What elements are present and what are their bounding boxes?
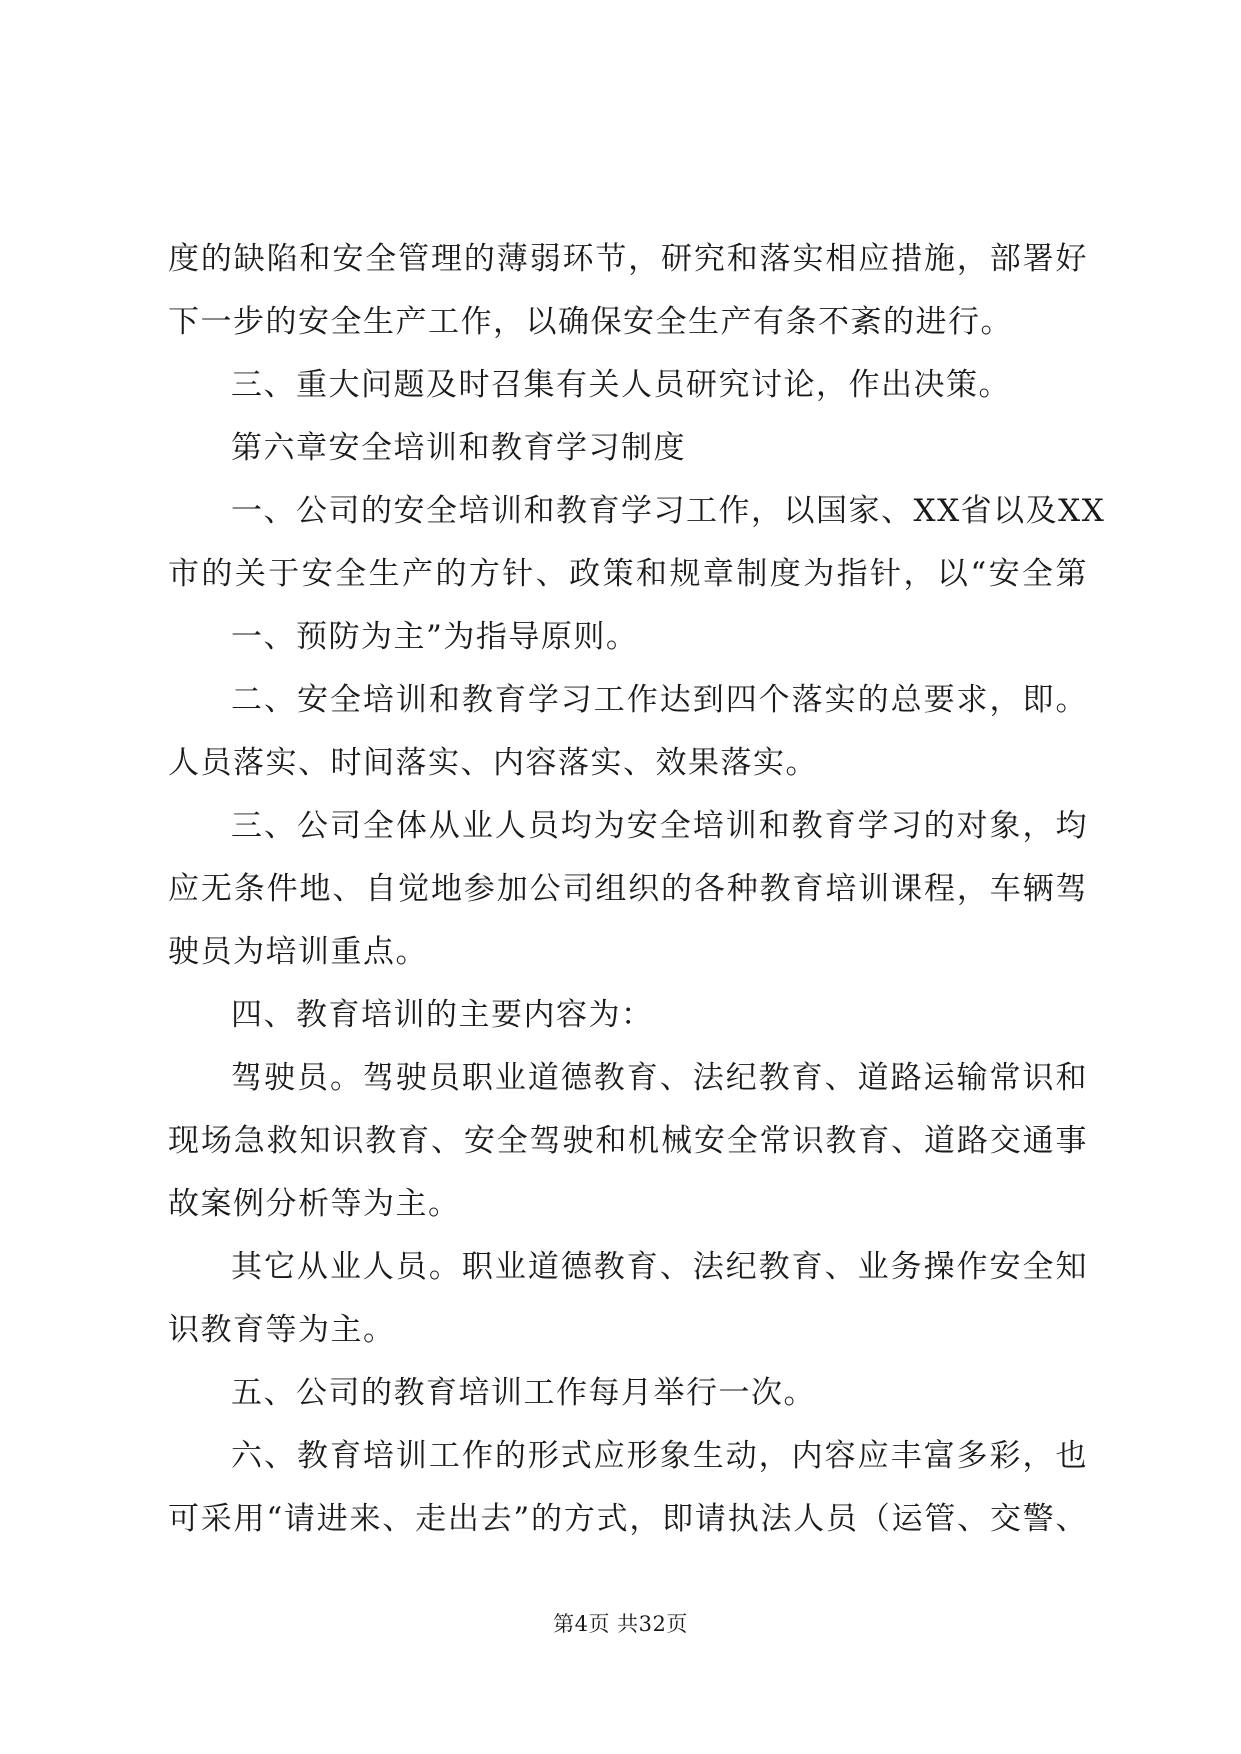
text-line: 故案例分析等为主。 <box>168 1186 461 1222</box>
page-number-footer: 第4页 共32页 <box>553 1612 688 1636</box>
text-line: 应无条件地、自觉地参加公司组织的各种教育培训课程，车辆驾 <box>168 871 1088 907</box>
text-line: 三、重大问题及时召集有关人员研究讨论，作出决策。 <box>231 367 1011 403</box>
text-line: 驶员为培训重点。 <box>168 934 428 970</box>
text-line: 五、公司的教育培训工作每月举行一次。 <box>231 1375 816 1411</box>
text-line: 其它从业人员。职业道德教育、法纪教育、业务操作安全知 <box>231 1249 1088 1285</box>
text-line: 一、公司的安全培训和教育学习工作，以国家、XX省以及XX <box>231 493 1106 529</box>
text-line: 现场急救知识教育、安全驾驶和机械安全常识教育、道路交通事 <box>168 1123 1088 1159</box>
text-line: 识教育等为主。 <box>168 1312 396 1348</box>
document-body <box>168 228 1106 1551</box>
text-line: 四、教育培训的主要内容为： <box>231 997 654 1033</box>
text-line: 三、公司全体从业人员均为安全培训和教育学习的对象，均 <box>231 808 1088 844</box>
text-line: 度的缺陷和安全管理的薄弱环节，研究和落实相应措施，部署好 <box>168 241 1088 277</box>
text-line: 驾驶员。驾驶员职业道德教育、法纪教育、道路运输常识和 <box>231 1060 1088 1096</box>
text-line: 二、安全培训和教育学习工作达到四个落实的总要求，即。 <box>231 682 1088 718</box>
text-line: 市的关于安全生产的方针、政策和规章制度为指针，以“安全第 <box>168 556 1088 592</box>
text-line: 一、预防为主”为指导原则。 <box>231 619 639 655</box>
section-heading: 第六章安全培训和教育学习制度 <box>231 430 686 466</box>
text-line: 人员落实、时间落实、内容落实、效果落实。 <box>168 745 818 781</box>
text-line: 六、教育培训工作的形式应形象生动，内容应丰富多彩，也 <box>231 1438 1088 1474</box>
text-line: 下一步的安全生产工作，以确保安全生产有条不紊的进行。 <box>168 304 1013 340</box>
text-line: 可采用“请进来、走出去”的方式，即请执法人员（运管、交警、 <box>168 1501 1088 1537</box>
